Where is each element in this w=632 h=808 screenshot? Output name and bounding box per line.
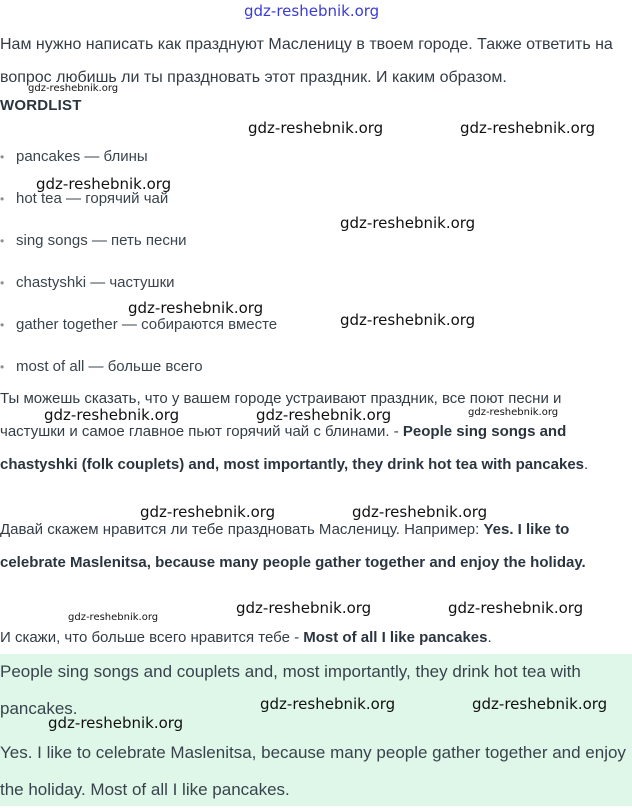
watermark-text: gdz-reshebnik.org xyxy=(128,299,264,317)
watermark-text: gdz-reshebnik.org xyxy=(460,119,596,137)
explanation-paragraph xyxy=(0,621,630,654)
watermark-text: gdz-reshebnik.org xyxy=(448,599,584,617)
wordlist-item: • chastyshki — частушки xyxy=(16,274,175,291)
task-description: Нам нужно написать как празднуют Масленицу в твоем городе. Также ответить на вопрос любишь ли ты праздновать этот праздник. И каким образом. xyxy=(0,36,613,86)
wordlist-item: • most of all — больше всего xyxy=(16,358,203,375)
watermark-text: gdz-reshebnik.org xyxy=(472,695,608,713)
watermark-text: gdz-reshebnik.org xyxy=(244,2,380,20)
wordlist-item: • pancakes — блины xyxy=(16,148,148,165)
watermark-text: gdz-reshebnik.org xyxy=(352,503,488,521)
wordlist-item: • gather together — собираются вместе xyxy=(16,316,277,333)
watermark-text: gdz-reshebnik.org xyxy=(44,406,180,424)
explanation-text: Ты можешь сказать, что у вашем городе устраивают праздник, все поют песни и частушки и самое главное пьют горячий чай с блинами. - xyxy=(0,390,562,440)
explanation-text: И скажи, что больше всего нравится тебе - xyxy=(0,629,304,646)
example-sentence: People sing songs and chastyshki (folk couplets) and, most importantly, they drink hot tea with pancakes xyxy=(0,423,585,473)
watermark-text: gdz-reshebnik.org xyxy=(260,695,396,713)
explanation-text: Давай скажем нравится ли тебе праздновать Масленицу. Например: xyxy=(0,521,484,538)
explanation-paragraph xyxy=(0,382,630,481)
wordlist-item: • hot tea — горячий чай xyxy=(16,190,168,207)
answer-line: People sing songs and couplets and, most importantly, they drink hot tea with pancakes. xyxy=(0,662,581,718)
example-sentence: Most of all I like pancakes xyxy=(303,629,488,646)
watermark-text: gdz-reshebnik.org xyxy=(36,175,172,193)
example-sentence: Yes. I like to celebrate Maslenitsa, because many people gather together and enjoy the holiday. xyxy=(0,521,586,571)
watermark-text: gdz-reshebnik.org xyxy=(236,599,372,617)
wordlist-heading: WORDLIST xyxy=(0,97,82,114)
answer-line: Yes. I like to celebrate Maslenitsa, because many people gather together and enjoy the holiday. Most of all I like pancakes. xyxy=(0,743,626,799)
watermark-text: gdz-reshebnik.org xyxy=(68,612,159,623)
explanation-paragraph xyxy=(0,513,630,579)
watermark-text: gdz-reshebnik.org xyxy=(468,407,559,418)
watermark-text: gdz-reshebnik.org xyxy=(340,311,476,329)
watermark-text: gdz-reshebnik.org xyxy=(48,714,184,732)
explanation-tail: . xyxy=(487,629,492,646)
watermark-text: gdz-reshebnik.org xyxy=(28,83,119,94)
watermark-text: gdz-reshebnik.org xyxy=(256,406,392,424)
watermark-text: gdz-reshebnik.org xyxy=(248,119,384,137)
watermark-text: gdz-reshebnik.org xyxy=(140,503,276,521)
wordlist-item: • sing songs — петь песни xyxy=(16,232,187,249)
explanation-tail: . xyxy=(584,456,589,473)
watermark-text: gdz-reshebnik.org xyxy=(340,214,476,232)
